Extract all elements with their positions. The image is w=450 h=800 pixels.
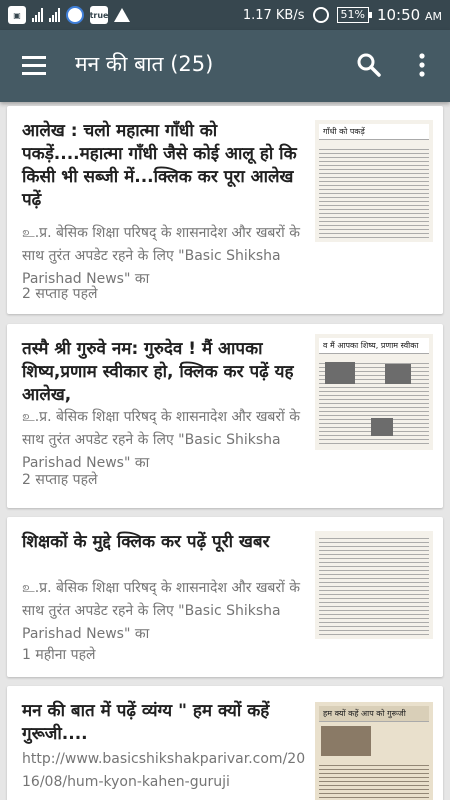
article-description: உ.प्र. बेसिक शिक्षा परिषद् के शासनादेश और खबरों के साथ तुरंत अपडेट रहने के लिए "Basic Shiksha Parishad News" का (22, 580, 300, 642)
thumbnail-caption: व मैं आपका शिष्य, प्रणाम स्वीका (319, 338, 429, 354)
article-card[interactable] (7, 106, 443, 314)
photo-notification-icon: ▣ (8, 6, 26, 24)
article-title[interactable]: शिक्षकों के मुद्दे क्लिक कर पढ़ें पूरी खबर (22, 532, 270, 552)
article-description: உ.प्र. बेसिक शिक्षा परिषद् के शासनादेश और खबरों के साथ तुरंत अपडेट रहने के लिए "Basic Shiksha Parishad News" का (22, 225, 300, 287)
app-notification-icon (66, 6, 84, 24)
alarm-icon (313, 7, 329, 23)
status-bar (0, 0, 450, 30)
more-options-icon[interactable] (418, 52, 426, 78)
drive-icon (114, 8, 130, 22)
app-bar (0, 30, 450, 102)
thumbnail-caption: गाँधी को पकड़ें (319, 124, 429, 140)
article-title[interactable]: आलेख : चलो महात्मा गाँधी को पकड़ें....महात्मा गाँधी जैसे कोई आलू हो कि किसी भी सब्जी में...क्लिक कर पूरा आलेख पढ़ें (22, 121, 297, 210)
signal-icon (32, 8, 43, 22)
article-title[interactable]: तस्मै श्री गुरुवे नम: गुरुदेव ! मैं आपका शिष्य,प्रणाम स्वीकार हो, क्लिक कर पढ़ें यह आलेख, (22, 339, 294, 405)
hamburger-menu-icon[interactable] (22, 56, 46, 76)
article-thumbnail[interactable] (315, 531, 433, 639)
article-title[interactable]: मन की बात में पढ़ें व्यंग्य " हम क्यों कहें गुरूजी.... (22, 701, 270, 744)
article-thumbnail[interactable] (315, 334, 433, 450)
article-card[interactable] (7, 686, 443, 800)
search-icon[interactable] (356, 52, 382, 78)
article-link[interactable]: http://www.basicshikshakparivar.com/2016/08/hum-kyon-kahen-guruji (22, 751, 306, 790)
battery-indicator: 51% (337, 7, 369, 23)
network-speed: 1.17 KB/s (242, 7, 305, 23)
article-thumbnail[interactable] (315, 120, 433, 242)
signal-2-icon (49, 8, 60, 22)
article-time: 1 महीना पहले (22, 647, 96, 663)
article-time: 2 सप्ताह पहले (22, 472, 98, 488)
article-time: 2 सप्ताह पहले (22, 286, 98, 302)
article-card[interactable] (7, 324, 443, 508)
page-title: मन की बात (25) (75, 52, 214, 76)
article-description: உ.प्र. बेसिक शिक्षा परिषद् के शासनादेश और खबरों के साथ तुरंत अपडेट रहने के लिए "Basic Shiksha Parishad News" का (22, 409, 300, 471)
article-card[interactable] (7, 517, 443, 677)
article-thumbnail[interactable] (315, 702, 433, 800)
truecaller-icon: true (90, 6, 108, 24)
clock: 10:50 AM (376, 6, 442, 24)
thumbnail-caption: हम क्यों कहें आप को गुरूजी (319, 706, 429, 722)
